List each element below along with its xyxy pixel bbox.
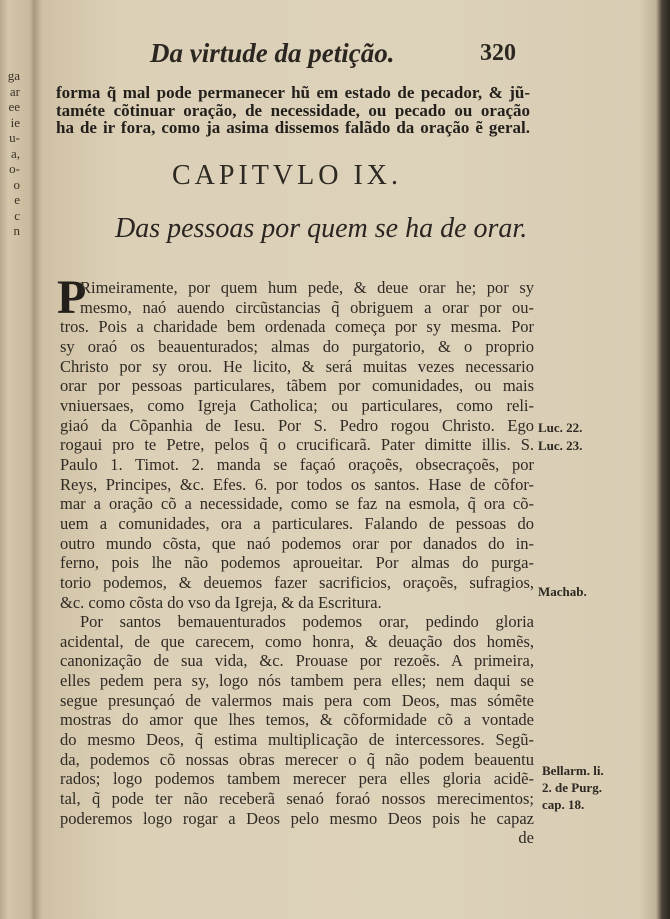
margin-note: Bellarm. li. [542, 763, 604, 778]
facing-fragment: a, [10, 145, 20, 161]
facing-fragment: ee [8, 99, 20, 114]
text-line: tros. Pois a charidade bem ordenada começa por sy mesma. Por [60, 317, 534, 337]
text-line: taméte cõtinuar oração, de necessidade, ou pecado ou oração [56, 101, 530, 119]
text-line: mostras do amor que lhes temos, & cõformidade cõ a vontade [60, 710, 534, 730]
chapter-title: CAPITVLO IX. [172, 160, 402, 191]
facing-fragment: ga [7, 68, 20, 83]
facing-fragment: o- [9, 161, 20, 176]
text-line: vniuersaes, como Igreja Catholica; ou particulares, como reli- [60, 395, 534, 415]
text-line: elles pedem pera sy, logo nós tambem pera elles; nem daqui se [60, 671, 534, 691]
body-text [60, 278, 534, 848]
facing-fragment: n [13, 223, 20, 238]
facing-fragment: o [13, 176, 20, 192]
text-line: de [518, 828, 534, 848]
text-line: orar por pessoas particulares, tãbem por comunidades, ou mais [60, 376, 534, 396]
chapter-subtitle: Das pessoas por quem se ha de orar. [115, 213, 528, 244]
text-line: poderemos logo rogar a Deos pelo mesmo Deos pois he capaz [60, 808, 534, 828]
text-line: Rimeiramente, por quem hum pede, & deue orar he; por sy [80, 278, 534, 297]
text-line: forma q̃ mal pode permanecer hũ em estado de pecador, & jũ- [56, 84, 530, 102]
margin-note: Luc. 23. [538, 438, 583, 453]
page-number: 320 [480, 40, 516, 66]
text-line: canonização de sua vida, &c. Prouase por rezoẽs. A primeira, [60, 651, 534, 671]
text-line: mar a oração cõ a necessidade, como se faz na esmola, q̃ ora cõ- [60, 494, 534, 514]
facing-fragment: c [14, 207, 20, 223]
facing-fragment: ie [10, 114, 20, 130]
margin-note: Machab. [538, 584, 587, 599]
continued-text [56, 84, 530, 137]
text-line: torio podemos, & deuemos fazer sacrificios, oraçoẽs, sufragios, [60, 572, 534, 592]
text-line: giaó da Cõpanhia de Iesu. Por S. Pedro rogou Christo. Ego [60, 415, 534, 435]
drop-cap: P [57, 271, 87, 324]
text-line: outro mundo cõsta, que naó podemos orar por danados do in- [60, 533, 534, 553]
text-line: ha de ir fora, como ja asima dissemos falãdo da oração ẽ geral. [56, 119, 530, 137]
text-line: rados; logo podemos tambem merecer pera elles gloria acidẽ- [60, 769, 534, 789]
text-line: uem a comunidades, ora a particulares. Falando de pessoas do [60, 513, 534, 533]
text-line: &c. como cõsta do vso da Igreja, & da Escritura. [60, 592, 382, 612]
text-line: mesmo, naó auendo circũstancias q̃ obriguem a orar por ou- [80, 297, 534, 317]
text-line: Christo por sy orou. He licito, & será muitas vezes necessario [60, 356, 534, 376]
facing-fragment: e [14, 192, 20, 207]
facing-page-edge [0, 68, 20, 239]
text-line: Reys, Principes, &c. Efes. 6. por todos os santos. Hase de cõfor- [60, 474, 534, 494]
text-line: acidental, de que carecem, como honra, & deuação dos homẽs, [60, 631, 534, 651]
margin-note: Luc. 22. [538, 420, 583, 435]
text-line: do mesmo Deos, q̃ estima multiplicação de intercessores. Segũ- [60, 730, 534, 750]
margin-note: cap. 18. [542, 797, 585, 812]
text-line: Por santos bemauenturados podemos orar, pedindo gloria [80, 612, 534, 632]
text-line: Paulo 1. Timot. 2. manda se façaó oraçoẽs, obsecraçoẽs, por [60, 454, 534, 474]
margin-note: 2. de Purg. [542, 780, 602, 795]
text-line: da, podemos cõ nossas obras merecer o q̃ não podem beauentu [60, 749, 534, 769]
text-line: segue presunçaó de valermos mais pera com Deos, mas sómẽte [60, 690, 534, 710]
text-line: sy oraó os beauenturados; almas do purgatorio, & o proprio [60, 336, 534, 356]
text-line: rogaui pro te Petre, pelos q̃ o crucificarã. Pater dimitte illis. S. [60, 435, 534, 455]
running-title: Da virtude da petição. [150, 38, 395, 68]
text-line: ferno, pois lhe não podemos aproueitar. Por almas do purga- [60, 553, 534, 573]
text-line: tal, q̃ pode ter não receberã senaó foraó nossos merecimentos; [60, 789, 534, 809]
facing-fragment: ar [9, 83, 20, 99]
facing-fragment: u- [9, 130, 20, 145]
